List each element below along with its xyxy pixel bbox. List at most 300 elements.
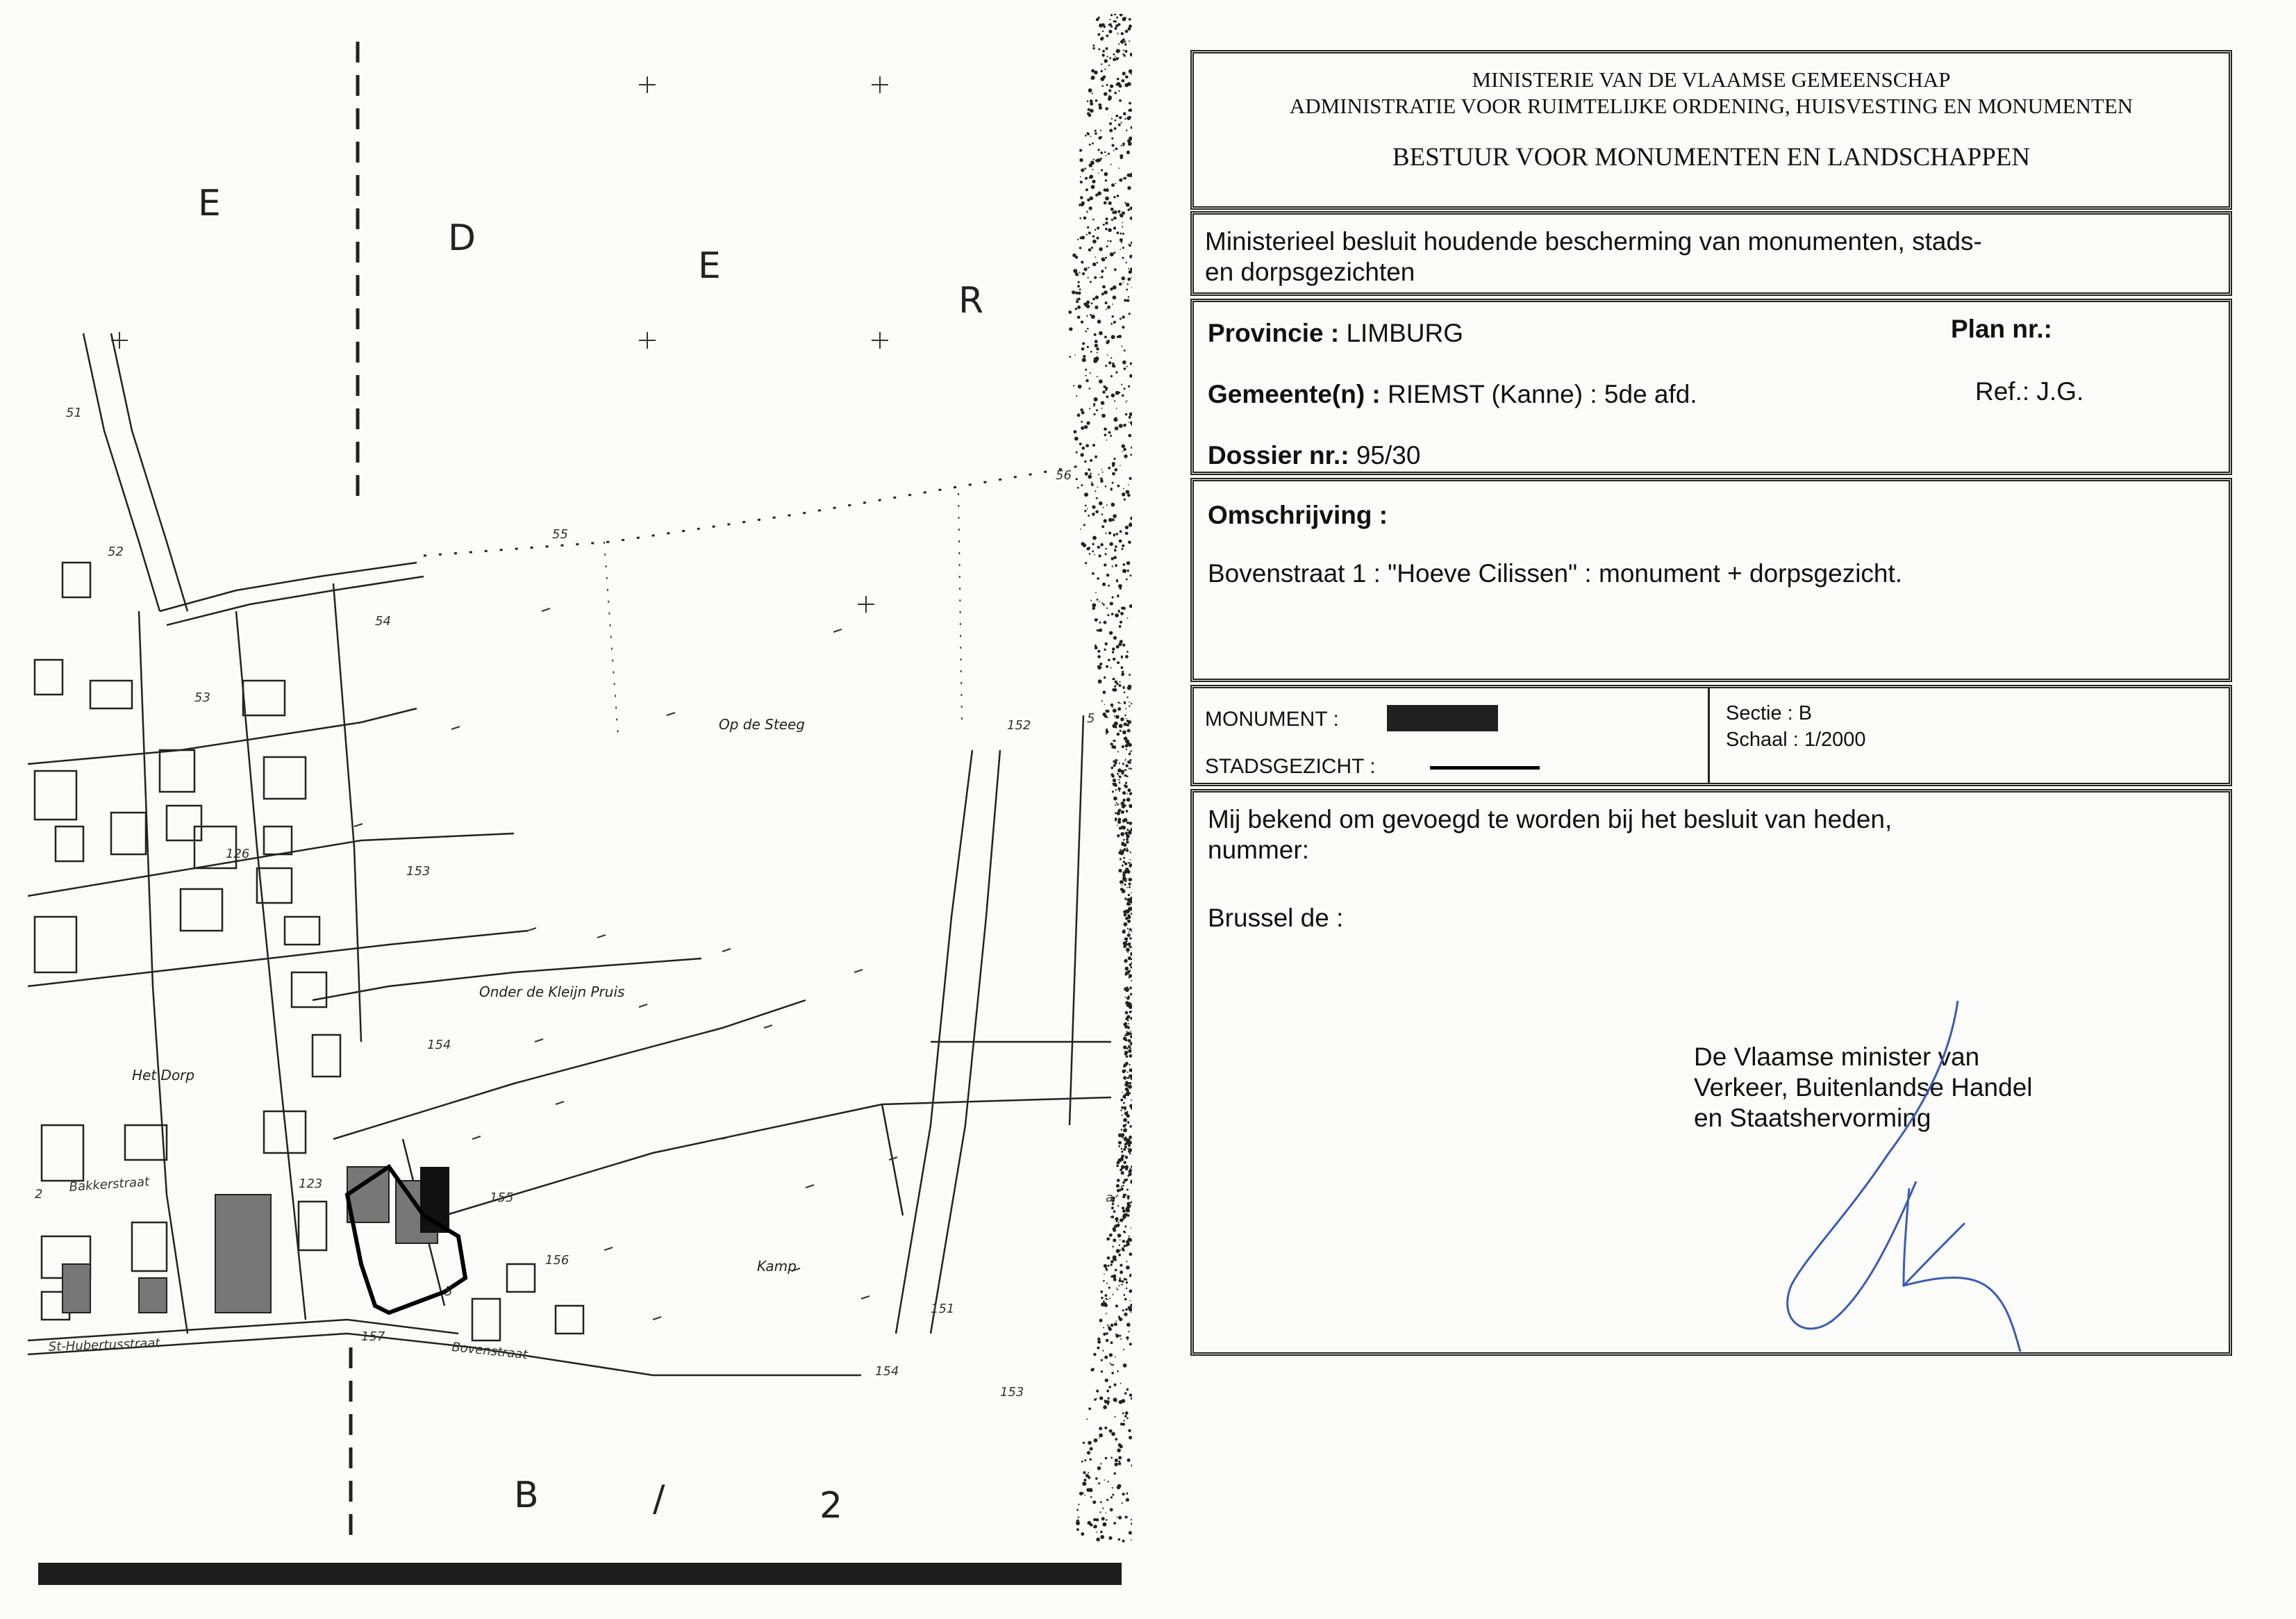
place-name: Kamp: [757, 1258, 797, 1275]
noise-speck: [1108, 1481, 1109, 1482]
minister-title-2: Verkeer, Buitenlandse Handel: [1694, 1073, 2033, 1102]
noise-speck: [1097, 33, 1100, 36]
noise-speck: [1097, 1340, 1101, 1344]
noise-speck: [1129, 761, 1131, 763]
parcel-number: 53: [194, 690, 210, 705]
monument-legend-label: MONUMENT :: [1205, 708, 1339, 731]
noise-speck: [1122, 451, 1124, 452]
noise-speck: [1122, 1206, 1124, 1209]
noise-speck: [1084, 167, 1086, 169]
noise-speck: [1122, 885, 1123, 886]
noise-speck: [1115, 715, 1120, 719]
noise-speck: [1118, 684, 1121, 687]
noise-speck: [1127, 617, 1129, 619]
noise-speck: [1129, 998, 1130, 999]
noise-speck: [1119, 540, 1122, 543]
noise-speck: [1126, 797, 1131, 802]
noise-speck: [1115, 726, 1117, 728]
noise-speck: [1076, 451, 1078, 454]
noise-speck: [1131, 980, 1132, 981]
noise-speck: [1130, 966, 1132, 968]
noise-speck: [1096, 409, 1098, 411]
noise-speck: [1121, 1151, 1123, 1153]
noise-speck: [1082, 342, 1085, 345]
sheet-letter: 2: [820, 1485, 843, 1527]
noise-speck: [1130, 751, 1131, 752]
noise-speck: [1122, 1309, 1124, 1311]
noise-speck: [1108, 361, 1111, 364]
noise-speck: [1130, 454, 1132, 456]
noise-speck: [1125, 1011, 1129, 1015]
noise-speck: [1129, 706, 1130, 707]
noise-speck: [1129, 1064, 1130, 1065]
parcel-number: 5: [1087, 711, 1095, 726]
noise-speck: [1126, 1055, 1129, 1058]
noise-speck: [1113, 210, 1117, 214]
noise-speck: [1077, 285, 1080, 288]
noise-speck: [1095, 646, 1098, 649]
noise-speck: [1092, 298, 1095, 301]
noise-speck: [1115, 468, 1118, 472]
sheet-letter: E: [198, 183, 221, 224]
noise-speck: [1123, 1102, 1125, 1104]
noise-speck: [1095, 510, 1099, 514]
noise-speck: [1112, 706, 1113, 708]
noise-speck: [1120, 832, 1124, 836]
noise-speck: [1120, 703, 1121, 704]
noise-speck: [1131, 1519, 1132, 1520]
noise-speck: [1124, 760, 1126, 761]
noise-speck: [1122, 1218, 1124, 1220]
noise-speck: [1098, 679, 1102, 683]
noise-speck: [1107, 240, 1108, 242]
noise-speck: [1124, 774, 1127, 777]
noise-speck: [1080, 181, 1083, 183]
noise-speck: [1112, 651, 1114, 653]
noise-speck: [1125, 526, 1129, 529]
noise-speck: [1131, 1311, 1132, 1313]
noise-speck: [1120, 1422, 1123, 1425]
noise-speck: [1125, 1156, 1128, 1159]
parcel-number: 2: [35, 1187, 43, 1202]
noise-speck: [1081, 426, 1084, 430]
noise-speck: [1112, 596, 1114, 598]
noise-speck: [1113, 797, 1117, 801]
noise-speck: [1126, 822, 1129, 824]
noise-speck: [1112, 790, 1114, 792]
noise-speck: [1118, 1315, 1120, 1318]
noise-speck: [1129, 1011, 1131, 1013]
noise-speck: [1088, 547, 1090, 549]
noise-speck: [1120, 144, 1122, 146]
noise-speck: [1121, 849, 1124, 853]
noise-speck: [1109, 122, 1112, 125]
noise-speck: [1092, 505, 1095, 508]
noise-speck: [1097, 487, 1099, 488]
noise-speck: [1073, 269, 1077, 273]
noise-speck: [1128, 244, 1129, 245]
noise-speck: [1075, 292, 1078, 294]
noise-speck: [1087, 1451, 1090, 1454]
noise-speck: [1127, 788, 1131, 792]
noise-speck: [1124, 818, 1128, 822]
noise-speck: [1110, 375, 1113, 377]
noise-speck: [1129, 69, 1132, 74]
parcel-number: 153: [406, 864, 431, 879]
noise-speck: [1130, 1035, 1132, 1038]
noise-speck: [1122, 891, 1124, 893]
noise-speck: [1083, 543, 1087, 547]
noise-speck: [1098, 149, 1100, 151]
parcel-number: 51: [66, 406, 82, 420]
noise-speck: [1127, 1459, 1131, 1462]
noise-speck: [1126, 838, 1129, 841]
noise-speck: [1072, 254, 1076, 257]
noise-speck: [1113, 556, 1117, 559]
noise-speck: [1117, 1234, 1122, 1238]
noise-speck: [1088, 267, 1089, 268]
noise-speck: [1113, 251, 1115, 254]
noise-speck: [1118, 90, 1120, 92]
noise-speck: [1101, 1517, 1105, 1520]
noise-speck: [1091, 185, 1095, 189]
noise-speck: [1123, 839, 1125, 841]
noise-speck: [1089, 388, 1091, 390]
noise-speck: [1131, 1099, 1132, 1101]
noise-speck: [1110, 85, 1113, 88]
noise-speck: [1118, 852, 1120, 854]
noise-speck: [1106, 155, 1107, 156]
noise-speck: [1099, 629, 1102, 632]
noise-speck: [1113, 1522, 1116, 1525]
noise-speck: [1125, 655, 1129, 658]
noise-speck: [1099, 106, 1102, 110]
noise-speck: [1122, 247, 1124, 249]
noise-speck: [1122, 211, 1125, 215]
noise-speck: [1128, 1145, 1131, 1147]
noise-speck: [1110, 1216, 1112, 1218]
noise-speck: [1117, 1449, 1121, 1453]
noise-speck: [1127, 793, 1129, 795]
noise-speck: [1117, 1205, 1119, 1206]
noise-speck: [1131, 1539, 1132, 1541]
noise-speck: [1113, 296, 1117, 300]
noise-speck: [1128, 1023, 1129, 1024]
noise-speck: [1124, 177, 1126, 180]
noise-speck: [1110, 1363, 1111, 1364]
noise-speck: [1112, 679, 1113, 680]
noise-speck: [1117, 1179, 1120, 1182]
noise-speck: [1092, 169, 1093, 170]
noise-speck: [1127, 1090, 1129, 1092]
noise-speck: [1125, 262, 1126, 263]
noise-speck: [1098, 474, 1099, 475]
noise-speck: [1100, 1535, 1104, 1539]
protection-form: [1190, 50, 2232, 1356]
noise-speck: [1126, 151, 1130, 154]
noise-speck: [1106, 189, 1109, 192]
noise-speck: [1112, 688, 1115, 692]
noise-speck: [1130, 363, 1133, 365]
noise-speck: [1125, 1516, 1128, 1518]
noise-speck: [1084, 460, 1086, 463]
noise-speck: [1097, 18, 1099, 20]
noise-speck: [1129, 1092, 1131, 1094]
noise-speck: [1125, 867, 1129, 872]
noise-speck: [1110, 773, 1113, 776]
noise-speck: [1090, 1496, 1092, 1498]
noise-speck: [1124, 1313, 1127, 1316]
noise-speck: [1129, 523, 1132, 527]
noise-speck: [1123, 1022, 1126, 1026]
noise-speck: [1110, 1364, 1112, 1365]
noise-speck: [1115, 20, 1117, 22]
noise-speck: [1115, 545, 1117, 548]
noise-speck: [1094, 71, 1098, 75]
noise-speck: [1117, 788, 1121, 791]
noise-speck: [1122, 644, 1125, 647]
noise-speck: [1106, 245, 1108, 247]
noise-speck: [1116, 802, 1117, 804]
noise-speck: [1113, 1227, 1116, 1231]
noise-speck: [1124, 83, 1129, 88]
noise-speck: [1113, 1238, 1116, 1242]
noise-speck: [1124, 1106, 1126, 1109]
noise-speck: [1092, 240, 1097, 244]
noise-speck: [1092, 513, 1095, 516]
noise-speck: [1129, 1125, 1132, 1128]
noise-speck: [1120, 233, 1122, 235]
noise-speck: [1129, 804, 1132, 808]
noise-speck: [1122, 745, 1124, 748]
noise-speck: [1117, 485, 1120, 488]
noise-speck: [1110, 1456, 1113, 1459]
noise-speck: [1111, 767, 1114, 770]
noise-speck: [1114, 127, 1117, 130]
noise-speck: [1106, 35, 1108, 38]
photocopy-noise: [1068, 14, 1132, 1543]
noise-speck: [1112, 1487, 1113, 1488]
noise-speck: [1090, 102, 1093, 106]
noise-speck: [1088, 249, 1092, 252]
noise-speck: [1125, 708, 1126, 709]
noise-speck: [1122, 799, 1125, 802]
noise-speck: [1123, 1045, 1126, 1049]
noise-speck: [1129, 1393, 1132, 1397]
noise-speck: [1090, 351, 1092, 353]
noise-speck: [1124, 1298, 1127, 1301]
noise-speck: [1115, 759, 1117, 762]
noise-speck: [1122, 731, 1126, 735]
noise-speck: [1124, 1112, 1128, 1115]
noise-speck: [1124, 388, 1126, 390]
noise-speck: [1128, 1027, 1130, 1029]
sheet-letter: E: [698, 245, 721, 287]
noise-speck: [1106, 217, 1108, 220]
noise-speck: [1104, 172, 1108, 176]
noise-speck: [1126, 289, 1128, 291]
noise-speck: [1111, 144, 1114, 147]
noise-speck: [1085, 331, 1087, 333]
noise-speck: [1113, 53, 1115, 56]
noise-speck: [1118, 1456, 1122, 1459]
noise-speck: [1090, 1447, 1093, 1451]
building-outlines: [35, 563, 583, 1340]
noise-speck: [1112, 363, 1114, 365]
noise-speck: [1107, 1256, 1110, 1260]
noise-speck: [1126, 718, 1127, 720]
noise-speck: [1125, 782, 1127, 784]
noise-speck: [1126, 1498, 1129, 1502]
noise-speck: [1100, 158, 1102, 160]
noise-speck: [1120, 249, 1121, 250]
noise-speck: [1122, 791, 1126, 795]
noise-speck: [1105, 1268, 1107, 1270]
noise-speck: [1117, 194, 1120, 197]
noise-speck: [1115, 1438, 1117, 1441]
noise-speck: [1118, 1318, 1120, 1320]
description-label: Omschrijving :: [1208, 501, 1388, 529]
noise-speck: [1074, 437, 1079, 441]
noise-speck: [1083, 524, 1085, 526]
minister-title-1: De Vlaamse minister van: [1694, 1043, 1980, 1071]
place-name: Onder de Kleijn Pruis: [479, 983, 625, 1000]
noise-speck: [1114, 14, 1117, 15]
noise-speck: [1113, 1258, 1116, 1261]
parcel-number: 153: [1000, 1385, 1024, 1400]
noise-speck: [1088, 88, 1092, 92]
noise-speck: [1129, 701, 1130, 703]
noise-speck: [1116, 1320, 1117, 1322]
noise-speck: [1117, 1161, 1120, 1165]
noise-speck: [1131, 1228, 1132, 1229]
grid-crosses: [111, 76, 888, 613]
noise-speck: [1099, 331, 1103, 335]
noise-speck: [1101, 292, 1104, 295]
noise-speck: [1104, 428, 1107, 431]
noise-speck: [1129, 1075, 1131, 1077]
noise-speck: [1094, 397, 1098, 401]
parcel-number: 52: [108, 545, 124, 559]
gemeente-value: RIEMST (Kanne) : 5de afd.: [1388, 380, 1697, 408]
noise-speck: [1116, 533, 1119, 535]
noise-speck: [1113, 1211, 1116, 1213]
noise-speck: [1106, 1332, 1108, 1334]
noise-speck: [1106, 1339, 1108, 1342]
noise-speck: [1105, 548, 1107, 550]
noise-speck: [1095, 645, 1097, 647]
department-title: BESTUUR VOOR MONUMENTEN EN LANDSCHAPPEN: [1392, 143, 2031, 172]
noise-speck: [1121, 1106, 1124, 1109]
noise-speck: [1130, 767, 1132, 770]
noise-speck: [1115, 417, 1117, 419]
noise-speck: [1110, 1260, 1114, 1263]
noise-speck: [1129, 879, 1131, 881]
noise-speck: [1107, 354, 1108, 356]
noise-speck: [1080, 176, 1081, 178]
noise-speck: [1125, 1207, 1129, 1211]
noise-speck: [1093, 413, 1095, 415]
noise-speck: [1129, 1141, 1132, 1145]
place-name: Op de Steeg: [719, 716, 805, 733]
noise-speck: [1098, 173, 1099, 174]
noise-speck: [1105, 365, 1107, 367]
noise-speck: [1124, 922, 1128, 927]
noise-speck: [1120, 1188, 1121, 1190]
noise-speck: [1098, 49, 1100, 51]
noise-speck: [1126, 1265, 1130, 1270]
noise-speck: [1095, 295, 1099, 299]
noise-speck: [1129, 604, 1132, 608]
noise-speck: [1105, 1379, 1108, 1382]
noise-speck: [1115, 1196, 1117, 1197]
noise-speck: [1073, 385, 1074, 386]
noise-speck: [1115, 1334, 1119, 1338]
noise-speck: [1112, 1246, 1114, 1248]
gemeente-field: [1208, 380, 1697, 409]
noise-speck: [1125, 401, 1126, 403]
noise-speck: [1124, 1063, 1127, 1067]
noise-speck: [1122, 233, 1124, 235]
noise-speck: [1117, 1195, 1118, 1196]
parcel-number: 5: [444, 1284, 453, 1299]
noise-speck: [1120, 1110, 1122, 1111]
parcel-number: 56: [1056, 468, 1072, 483]
noise-speck: [1109, 1234, 1113, 1237]
noise-speck: [1098, 1482, 1100, 1484]
noise-speck: [1076, 1528, 1079, 1531]
noise-speck: [1101, 276, 1103, 278]
noise-speck: [1099, 1438, 1100, 1439]
noise-speck: [1087, 101, 1089, 103]
noise-speck: [1083, 1442, 1085, 1444]
noise-speck: [1124, 863, 1127, 865]
noise-speck: [1131, 913, 1132, 915]
noise-speck: [1118, 701, 1120, 704]
noise-speck: [1120, 238, 1123, 242]
noise-speck: [1108, 1327, 1110, 1329]
noise-speck: [1125, 997, 1126, 998]
noise-speck: [1099, 379, 1103, 383]
noise-speck: [1126, 651, 1129, 653]
noise-speck: [1115, 24, 1118, 27]
noise-speck: [1074, 430, 1077, 433]
noise-speck: [1087, 346, 1089, 348]
noise-speck: [1127, 1340, 1129, 1341]
noise-speck: [1094, 1398, 1096, 1400]
noise-speck: [1120, 1338, 1122, 1340]
noise-speck: [1091, 315, 1095, 319]
noise-speck: [1106, 730, 1109, 733]
noise-speck: [1097, 1531, 1098, 1533]
noise-speck: [1124, 499, 1126, 501]
noise-speck: [1102, 258, 1105, 261]
noise-speck: [1122, 812, 1123, 813]
noise-speck: [1106, 84, 1108, 86]
noise-speck: [1090, 372, 1091, 374]
noise-speck: [1108, 98, 1110, 99]
noise-speck: [1126, 1281, 1128, 1284]
noise-speck: [1117, 33, 1118, 34]
noise-speck: [1095, 490, 1096, 492]
noise-speck: [1116, 1249, 1120, 1253]
noise-speck: [1084, 267, 1088, 271]
noise-speck: [1123, 1294, 1125, 1296]
noise-speck: [1083, 355, 1085, 358]
noise-speck: [1120, 730, 1122, 732]
noise-speck: [1095, 133, 1097, 135]
noise-speck: [1123, 145, 1124, 147]
